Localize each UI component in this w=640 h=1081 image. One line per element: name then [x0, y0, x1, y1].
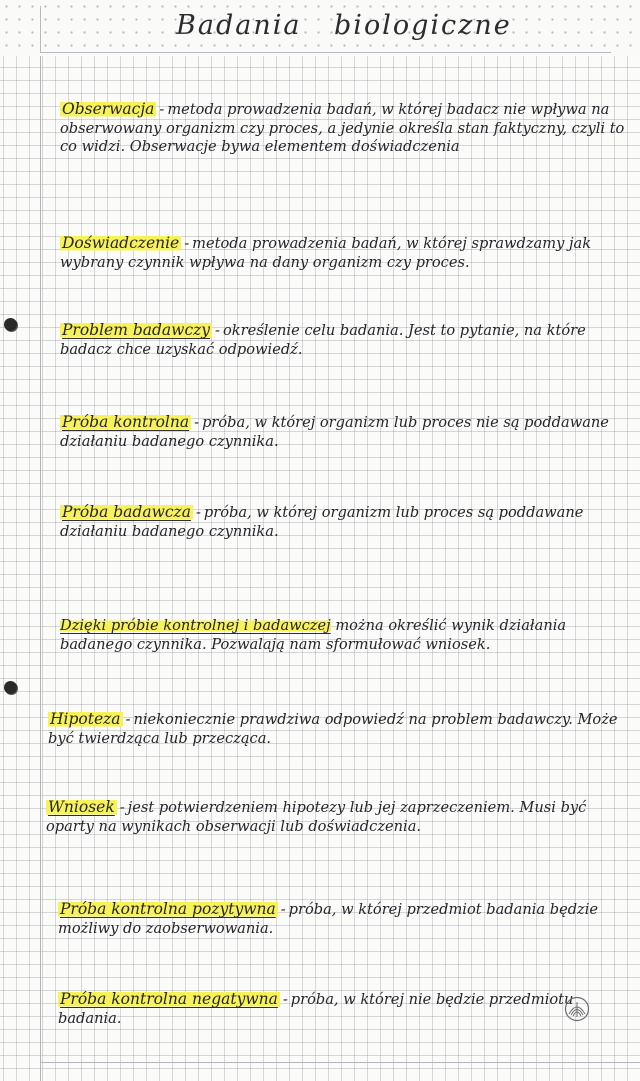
binder-hole	[4, 681, 17, 694]
note-hipoteza	[48, 710, 628, 748]
term-separator: -	[282, 991, 288, 1008]
term-label: Próba kontrolna negatywna	[60, 990, 278, 1008]
term-definition: określenie celu badania. Jest to pytanie, na które badacz chce uzyskać odpowiedź.	[60, 322, 586, 358]
term-separator: -	[184, 235, 190, 252]
term-label: Problem badawczy	[62, 321, 211, 339]
term-separator: -	[195, 504, 201, 521]
term-separator: -	[119, 799, 125, 816]
note-wniosek	[46, 798, 630, 836]
highlighted-lead: Dzięki próbie kontrolnej i badawczej	[60, 617, 331, 634]
term-separator: -	[194, 414, 200, 431]
note-dzieki-probie	[60, 617, 630, 654]
term-definition: próba, w której organizm lub proces nie są poddawane działaniu badanego czynnika.	[60, 414, 609, 450]
term-definition: niekoniecznie prawdziwa odpowiedź na problem badawczy. Może być twierdząca lub przecząca.	[48, 711, 618, 747]
term-definition: próba, w której nie będzie przedmiotu badania.	[58, 991, 574, 1027]
term-definition: próba, w której przedmiot badania będzie możliwy do zaobserwowania.	[58, 901, 599, 937]
bottom-margin-line	[40, 1062, 640, 1063]
term-separator: -	[125, 711, 131, 728]
note-problem-badawczy	[60, 321, 630, 359]
term-label: Hipoteza	[50, 710, 121, 728]
margin-line	[40, 56, 41, 1081]
term-definition: jest potwierdzeniem hipotezy lub jej zaprzeczeniem. Musi być oparty na wynikach obserwacji lub doświadczenia.	[46, 799, 587, 835]
note-proba-kontrolna-negatywna	[58, 990, 628, 1028]
note-doswiadczenie	[60, 234, 630, 272]
term-label: Próba badawcza	[62, 503, 191, 521]
term-separator: -	[159, 101, 165, 118]
note-proba-badawcza	[60, 503, 630, 541]
shell-logo-icon	[564, 996, 590, 1022]
term-label: Obserwacja	[62, 100, 155, 118]
term-definition: metoda prowadzenia badań, w której sprawdzamy jak wybrany czynnik wpływa na dany organizm czy proces.	[60, 235, 592, 271]
binder-hole	[4, 318, 17, 331]
page-title: Badania biologiczne	[176, 10, 512, 41]
term-definition: metoda prowadzenia badań, w której badacz nie wpływa na obserwowany organizm czy proces, a jedynie określa stan faktyczny, czyli to co widzi. Obserwacje bywa elementem doświadczenia	[60, 101, 625, 156]
term-label: Wniosek	[48, 798, 115, 816]
note-obserwacja	[60, 100, 630, 157]
note-text: można określić wynik działania badanego czynnika. Pozwalają nam sformułować wniosek.	[60, 617, 567, 653]
term-definition: próba, w której organizm lub proces są poddawane działaniu badanego czynnika.	[60, 504, 584, 540]
term-separator: -	[280, 901, 286, 918]
term-label: Próba kontrolna	[62, 413, 190, 431]
term-label: Doświadczenie	[62, 234, 180, 252]
term-label: Próba kontrolna pozytywna	[60, 900, 276, 918]
note-proba-kontrolna-pozytywna	[58, 900, 628, 938]
term-separator: -	[215, 322, 220, 339]
note-proba-kontrolna	[60, 413, 630, 451]
